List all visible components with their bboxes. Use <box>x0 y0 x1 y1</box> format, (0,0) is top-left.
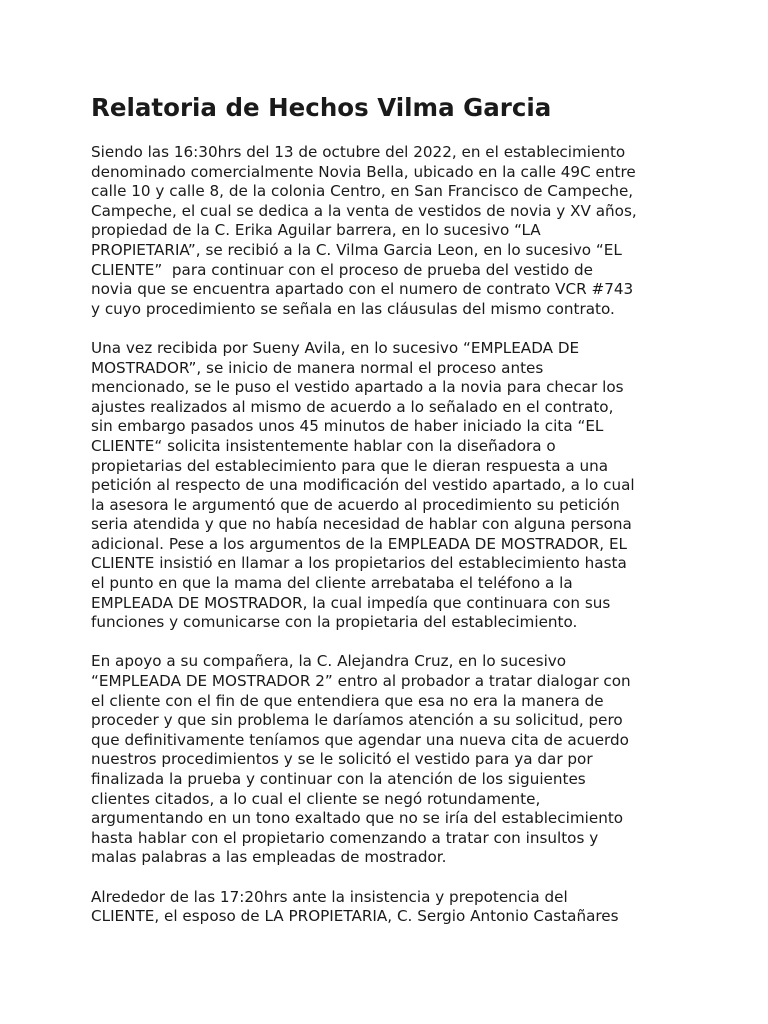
text-line: EMPLEADA DE MOSTRADOR, la cual impedía que continuara con sus <box>91 593 611 612</box>
text-line: nuestros procedimientos y se le solicitó el vestido para ya dar por <box>91 750 593 769</box>
text-line: PROPIETARIA”, se recibió a la C. Vilma Garcia Leon, en lo sucesivo “EL <box>91 240 622 259</box>
text-line: “EMPLEADA DE MOSTRADOR 2” entro al probador a tratar dialogar con <box>91 672 631 691</box>
text-line: calle 10 y calle 8, de la colonia Centro, en San Francisco de Campeche, <box>91 182 634 201</box>
text-line: finalizada la prueba y continuar con la atención de los siguientes <box>91 770 586 788</box>
text-line: MOSTRADOR”, se inicio de manera normal el proceso antes <box>91 358 544 377</box>
document-title: Relatoria de Hechos Vilma Garcia <box>91 93 552 122</box>
paragraph-list <box>91 143 691 927</box>
text-line: ajustes realizados al mismo de acuerdo a lo señalado en el contrato, <box>91 397 614 416</box>
text-line: denominado comercialmente Novia Bella, ubicado en la calle 49C entre <box>91 162 636 181</box>
text-line: el punto en que la mama del cliente arrebataba el teléfono a la <box>91 574 573 593</box>
text-line: argumentando en un tono exaltado que no se iría del establecimiento <box>91 809 624 828</box>
text-line: Alrededor de las 17:20hrs ante la insistencia y prepotencia del <box>91 887 568 906</box>
document-body <box>91 92 691 946</box>
text-line: hasta hablar con el propietario comenzando a tratar con insultos y <box>91 828 599 847</box>
paragraph-4 <box>91 888 691 927</box>
text-line: adicional. Pese a los argumentos de la EMPLEADA DE MOSTRADOR, EL <box>91 534 628 553</box>
text-line: mencionado, se le puso el vestido apartado a la novia para checar los <box>91 378 624 397</box>
text-line: Siendo las 16:30hrs del 13 de octubre del 2022, en el establecimiento <box>91 143 626 161</box>
text-line: el cliente con el fin de que entendiera que esa no era la manera de <box>91 691 604 710</box>
text-line: proceder y que sin problema le daríamos atención a su solicitud, pero <box>91 711 623 730</box>
text-line: funciones y comunicarse con la propietaria del establecimiento. <box>91 613 578 632</box>
text-line: Una vez recibida por Sueny Avila, en lo sucesivo “EMPLEADA DE <box>91 338 580 357</box>
text-line: CLIENTE” para continuar con el proceso de prueba del vestido de <box>91 260 593 279</box>
text-line: que definitivamente teníamos que agendar una nueva cita de acuerdo <box>91 730 629 749</box>
text-line: sin embargo pasados unos 45 minutos de haber iniciado la cita “EL <box>91 417 604 436</box>
text-line: petición al respecto de una modificación del vestido apartado, a lo cual <box>91 476 635 495</box>
text-line: la asesora le argumentó que de acuerdo al procedimiento su petición <box>91 495 620 514</box>
text-line: clientes citados, a lo cual el cliente se negó rotundamente, <box>91 789 541 808</box>
text-line: propietarias del establecimiento para que le dieran respuesta a una <box>91 456 609 475</box>
text-line: novia que se encuentra apartado con el numero de contrato VCR #743 <box>91 280 634 299</box>
text-line: malas palabras a las empleadas de mostrador. <box>91 848 447 867</box>
text-line: propiedad de la C. Erika Aguilar barrera, en lo sucesivo “LA <box>91 221 541 240</box>
paragraph-2 <box>91 339 691 633</box>
paragraph-3 <box>91 652 691 868</box>
text-line: CLIENTE insistió en llamar a los propietarios del establecimiento hasta <box>91 554 627 573</box>
text-line: En apoyo a su compañera, la C. Alejandra Cruz, en lo sucesivo <box>91 652 567 671</box>
paragraph-1 <box>91 143 691 319</box>
text-line: CLIENTE“ solicita insistentemente hablar con la diseñadora o <box>91 436 556 455</box>
text-line: CLIENTE, el esposo de LA PROPIETARIA, C. Sergio Antonio Castañares <box>91 907 619 926</box>
text-line: y cuyo procedimiento se señala en las cláusulas del mismo contrato. <box>91 299 615 318</box>
text-line: seria atendida y que no había necesidad de hablar con alguna persona <box>91 515 632 534</box>
text-line: Campeche, el cual se dedica a la venta de vestidos de novia y XV años, <box>91 201 637 220</box>
